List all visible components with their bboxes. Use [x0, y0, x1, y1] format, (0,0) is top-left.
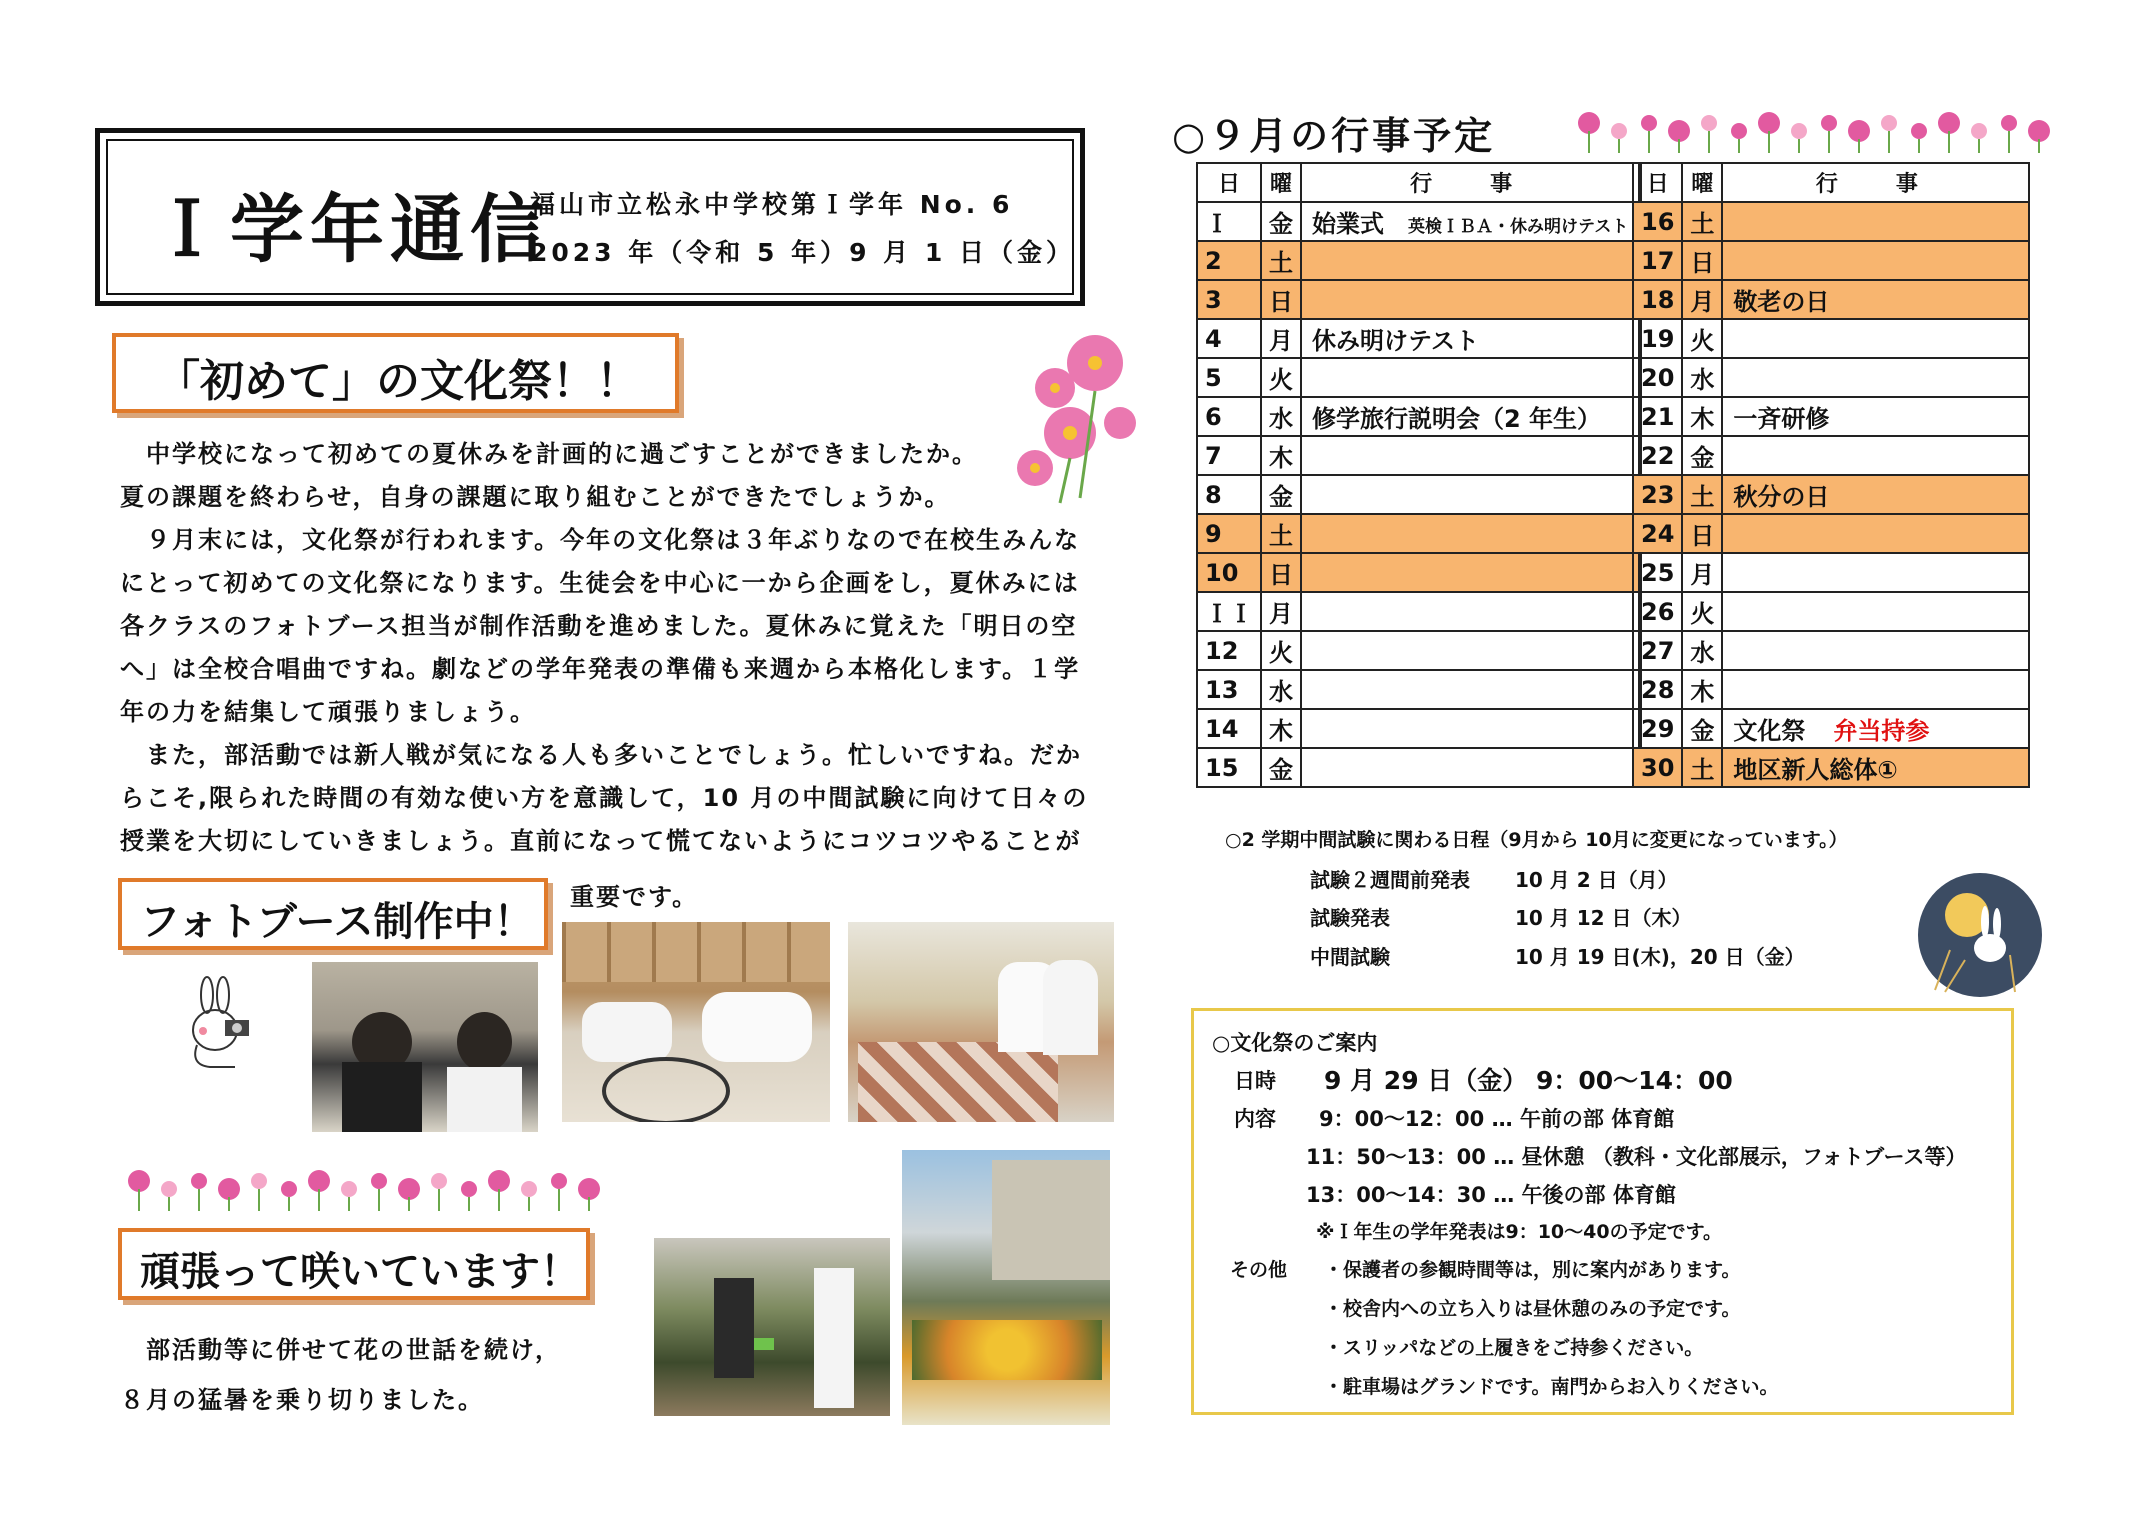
calendar-event: [1722, 358, 2029, 397]
calendar-weekday: 水: [1682, 631, 1722, 670]
col-weekday: 曜: [1682, 163, 1722, 202]
calendar-weekday: 土: [1682, 475, 1722, 514]
calendar-day: 2: [1197, 241, 1261, 280]
calendar-day: 30: [1633, 748, 1682, 787]
calendar-row: [1633, 358, 2029, 397]
cosmos-flower-icon: [371, 1173, 387, 1189]
calendar-event: [1722, 319, 2029, 358]
calendar-weekday: 土: [1682, 748, 1722, 787]
calendar-row: [1633, 202, 2029, 241]
calendar-event: [1722, 202, 2029, 241]
calendar-row: [1633, 436, 2029, 475]
cosmos-flower-icon: [341, 1181, 357, 1197]
calendar-day: 5: [1197, 358, 1261, 397]
moon-rabbit-illustration: [1915, 870, 2045, 1000]
cosmos-flower-icon: [251, 1173, 267, 1189]
article-heading: 「初めて」の文化祭！！: [112, 333, 679, 413]
cosmos-flower-icon: [578, 1178, 600, 1200]
festival-note: ・校舎内への立ち入りは昼休憩のみの予定です。: [1324, 1298, 1741, 1320]
cosmos-flower-icon: [431, 1173, 447, 1189]
calendar-weekday: 水: [1682, 358, 1722, 397]
festival-program-line: 11：50～13：00 … 昼休憩 （教科・文化部展示，フォトブース等）: [1306, 1145, 1967, 1169]
cosmos-flower-icon: [398, 1178, 420, 1200]
cosmos-flower-icon: [218, 1178, 240, 1200]
photo-students-photo-booth: [848, 922, 1114, 1122]
issue-date: 2023 年（令和 5 年）9 月 1 日（金）: [530, 238, 1075, 267]
calendar-day: 6: [1197, 397, 1261, 436]
cosmos-flower-icon: [1578, 112, 1600, 134]
calendar-row: [1633, 241, 2029, 280]
calendar-weekday: 月: [1682, 553, 1722, 592]
calendar-day: 7: [1197, 436, 1261, 475]
calendar-day: 16: [1633, 202, 1682, 241]
calendar-event: [1301, 631, 1640, 670]
festival-program-line: 9：00～12：00 … 午前の部 体育館: [1319, 1107, 1675, 1131]
exam-label: 中間試験: [1310, 945, 1390, 969]
exam-schedule-note: ○2 学期中間試験に関わる日程（9月から 10月に変更になっています。）: [1225, 829, 1848, 851]
flower-line: 部活動等に併せて花の世話を続け，: [120, 1336, 562, 1364]
event-text: 修学旅行説明会（2 年生）: [1312, 405, 1602, 433]
calendar-event: [1722, 436, 2029, 475]
calendar-day: 17: [1633, 241, 1682, 280]
calendar-day: 15: [1197, 748, 1261, 787]
event-text: 文化祭: [1733, 717, 1806, 745]
article-line: にとって初めての文化祭になります。生徒会を中心に一から企画をし，夏休みには: [120, 569, 1080, 597]
festival-datetime-label: 日時: [1234, 1069, 1276, 1093]
calendar-weekday: 水: [1261, 397, 1301, 436]
event-text: 始業式: [1312, 210, 1384, 238]
calendar-weekday: 火: [1261, 358, 1301, 397]
calendar-day: 9: [1197, 514, 1261, 553]
calendar-weekday: 月: [1261, 592, 1301, 631]
photo-flower-garden: [902, 1150, 1110, 1425]
article-line: 夏の課題を終わらせ，自身の課題に取り組むことができたでしょうか。: [120, 483, 951, 511]
exam-date: 10 月 19 日(木)，20 日（金）: [1515, 945, 1805, 969]
calendar-day: 4: [1197, 319, 1261, 358]
calendar-row: [1633, 397, 2029, 436]
cosmos-flower-icon: [281, 1181, 297, 1197]
flower-border-decoration: [125, 1163, 610, 1213]
calendar-row: [1197, 202, 1640, 241]
calendar-event: [1722, 280, 2029, 319]
calendar-event: [1722, 670, 2029, 709]
calendar-weekday: 金: [1261, 748, 1301, 787]
calendar-day: 25: [1633, 553, 1682, 592]
calendar-row: [1197, 280, 1640, 319]
article-line: 各クラスのフォトブース担当が制作活動を進めました。夏休みに覚えた「明日の空: [120, 612, 1078, 640]
article-line: また，部活動では新人戦が気になる人も多いことでしょう。忙しいですね。だか: [120, 741, 1082, 769]
calendar-day: 14: [1197, 709, 1261, 748]
calendar-event: [1301, 592, 1640, 631]
event-text: 敬老の日: [1733, 288, 1830, 316]
calendar-weekday: 金: [1682, 436, 1722, 475]
calendar-event: [1301, 748, 1640, 787]
cosmos-flower-icon: [1701, 115, 1717, 131]
calendar-event: [1722, 748, 2029, 787]
calendar-weekday: 火: [1261, 631, 1301, 670]
festival-program-line: 13：00～14：30 … 午後の部 体育館: [1306, 1183, 1676, 1207]
festival-note: ・駐車場はグランドです。南門からお入りください。: [1324, 1376, 1779, 1398]
article-line: 授業を大切にしていきましょう。直前になって慌てないようにコツコツやることが: [120, 827, 1082, 855]
calendar-weekday: 日: [1261, 280, 1301, 319]
event-text: 地区新人総体①: [1733, 756, 1898, 784]
cosmos-flower-icon: [1611, 123, 1627, 139]
calendar-day: 27: [1633, 631, 1682, 670]
calendar-row: [1197, 748, 1640, 787]
event-text: 休み明けテスト: [1312, 327, 1480, 355]
calendar-weekday: 土: [1261, 241, 1301, 280]
flower-line: ８月の猛暑を乗り切りました。: [120, 1386, 484, 1414]
cosmos-flower-icon: [1758, 112, 1780, 134]
exam-date: 10 月 2 日（月）: [1515, 868, 1678, 892]
flower-border-decoration: [1575, 105, 2060, 155]
calendar-event: [1301, 436, 1640, 475]
cosmos-flower-icon: [1668, 120, 1690, 142]
festival-datetime: 9 月 29 日（金） 9：00～14：00: [1324, 1066, 1733, 1095]
cosmos-flower-icon: [461, 1181, 477, 1197]
calendar-day: Ｉ: [1197, 202, 1261, 241]
calendar-event: [1301, 280, 1640, 319]
calendar-weekday: 火: [1682, 592, 1722, 631]
calendar-row: [1197, 709, 1640, 748]
calendar-event: [1722, 553, 2029, 592]
calendar-event: [1301, 553, 1640, 592]
calendar-day: 3: [1197, 280, 1261, 319]
cosmos-flower-icon: [1641, 115, 1657, 131]
calendar-row: [1197, 514, 1640, 553]
festival-content-label: 内容: [1234, 1107, 1276, 1131]
calendar-row: [1197, 436, 1640, 475]
calendar-weekday: 月: [1261, 319, 1301, 358]
festival-note: ・スリッパなどの上履きをご持参ください。: [1324, 1337, 1704, 1359]
calendar-row: [1197, 670, 1640, 709]
calendar-weekday: 土: [1682, 202, 1722, 241]
photo-booth-heading: フォトブース制作中！: [118, 878, 548, 950]
cosmos-flower-icon: [521, 1181, 537, 1197]
col-event: 行 事: [1722, 163, 2029, 202]
calendar-day: ＩＩ: [1197, 592, 1261, 631]
exam-label: 試験発表: [1310, 906, 1390, 930]
title-box: [95, 128, 1085, 306]
cosmos-flower-icon: [1881, 115, 1897, 131]
calendar-weekday: 水: [1261, 670, 1301, 709]
cosmos-flower-icon: [308, 1170, 330, 1192]
col-day: 日: [1197, 163, 1261, 202]
rabbit-camera-illustration: [185, 975, 255, 1070]
calendar-event: [1722, 592, 2029, 631]
calendar-weekday: 日: [1682, 514, 1722, 553]
calendar-day: 26: [1633, 592, 1682, 631]
calendar-day: 23: [1633, 475, 1682, 514]
calendar-day: 19: [1633, 319, 1682, 358]
calendar-weekday: 金: [1261, 475, 1301, 514]
calendar-day: 10: [1197, 553, 1261, 592]
calendar-weekday: 木: [1261, 436, 1301, 475]
cosmos-flower-icon: [1971, 123, 1987, 139]
calendar-event: [1722, 397, 2029, 436]
calendar-weekday: 日: [1261, 553, 1301, 592]
calendar-weekday: 月: [1682, 280, 1722, 319]
cosmos-flower-icon: [488, 1170, 510, 1192]
calendar-event: [1301, 514, 1640, 553]
calendar-row: [1197, 631, 1640, 670]
calendar-row: [1633, 475, 2029, 514]
calendar-row: [1197, 397, 1640, 436]
exam-date: 10 月 12 日（木）: [1515, 906, 1692, 930]
cosmos-flower-icon: [161, 1181, 177, 1197]
calendar-event: [1722, 514, 2029, 553]
event-text: 一斉研修: [1733, 405, 1830, 433]
calendar-event: [1722, 631, 2029, 670]
festival-program-note: ※Ｉ年生の学年発表は9：10～40の予定です。: [1316, 1221, 1723, 1243]
calendar-day: 18: [1633, 280, 1682, 319]
cosmos-flower-icon: [2001, 115, 2017, 131]
photo-students-painting: [562, 922, 830, 1122]
calendar-row: [1197, 475, 1640, 514]
calendar-weekday: 日: [1682, 241, 1722, 280]
calendar-event: [1301, 475, 1640, 514]
calendar-weekday: 金: [1261, 202, 1301, 241]
photo-students-watering: [654, 1238, 890, 1416]
col-event: 行 事: [1301, 163, 1640, 202]
cosmos-flower-icon: [1938, 112, 1960, 134]
calendar-event: [1722, 475, 2029, 514]
cosmos-flower-icon: [1791, 123, 1807, 139]
festival-note: ・保護者の参観時間等は，別に案内があります。: [1324, 1259, 1741, 1281]
event-subtext: 英検ＩＢＡ・休み明けテスト: [1408, 217, 1629, 237]
cosmos-flower-icon: [191, 1173, 207, 1189]
article-line: へ」は全校合唱曲ですね。劇などの学年発表の準備も来週から本格化します。１学: [120, 655, 1081, 683]
cosmos-flower-icon: [2028, 120, 2050, 142]
calendar-day: 13: [1197, 670, 1261, 709]
calendar-weekday: 火: [1682, 319, 1722, 358]
flower-section-heading: 頑張って咲いています！: [118, 1228, 590, 1300]
calendar-event: [1301, 397, 1640, 436]
calendar-event: [1301, 241, 1640, 280]
calendar-row: [1633, 280, 2029, 319]
article-body: [120, 433, 1088, 863]
festival-title: ○文化祭のご案内: [1212, 1031, 1378, 1055]
september-calendar-left: [1196, 162, 1642, 788]
calendar-event: [1301, 709, 1640, 748]
calendar-day: 8: [1197, 475, 1261, 514]
calendar-event: [1301, 319, 1640, 358]
calendar-row: [1197, 358, 1640, 397]
calendar-day: 12: [1197, 631, 1261, 670]
calendar-event: [1301, 202, 1640, 241]
article-line: 中学校になって初めての夏休みを計画的に過ごすことができましたか。: [120, 440, 978, 468]
event-text: 秋分の日: [1733, 483, 1830, 511]
festival-other-label: その他: [1230, 1259, 1288, 1281]
cosmos-flower-icon: [1731, 123, 1747, 139]
calendar-weekday: 金: [1682, 709, 1722, 748]
calendar-event: [1722, 709, 2029, 748]
article-line: らこそ,限られた時間の有効な使い方を意識して，10 月の中間試験に向けて日々の: [120, 784, 1089, 812]
article-line: 年の力を結集して頑張りましょう。: [120, 698, 536, 726]
calendar-day: 22: [1633, 436, 1682, 475]
article-line: ９月末には，文化祭が行われます。今年の文化祭は３年ぶりなので在校生みんな: [120, 526, 1081, 554]
cosmos-flower-icon: [128, 1170, 150, 1192]
calendar-weekday: 木: [1682, 397, 1722, 436]
calendar-weekday: 木: [1682, 670, 1722, 709]
calendar-row: [1197, 553, 1640, 592]
calendar-day: 21: [1633, 397, 1682, 436]
calendar-row: [1197, 592, 1640, 631]
col-weekday: 曜: [1261, 163, 1301, 202]
calendar-title: ○９月の行事予定: [1172, 114, 1496, 158]
newsletter-title: Ｉ学年通信: [150, 187, 550, 273]
calendar-row: [1633, 670, 2029, 709]
calendar-row: [1633, 592, 2029, 631]
september-calendar-right: [1632, 162, 2030, 788]
calendar-row: [1633, 748, 2029, 787]
calendar-event: [1301, 358, 1640, 397]
calendar-day: 20: [1633, 358, 1682, 397]
calendar-row: [1633, 709, 2029, 748]
calendar-weekday: 木: [1261, 709, 1301, 748]
calendar-day: 28: [1633, 670, 1682, 709]
exam-label: 試験２週間前発表: [1310, 868, 1470, 892]
calendar-event: [1301, 670, 1640, 709]
cosmos-flower-icon: [551, 1173, 567, 1189]
article-last-line: 重要です。: [570, 883, 699, 911]
school-issue-line: 福山市立松永中学校第Ｉ学年 No. 6: [530, 190, 1014, 219]
calendar-row: [1197, 241, 1640, 280]
event-subtext: 弁当持参: [1833, 717, 1930, 745]
col-day: 日: [1633, 163, 1682, 202]
cosmos-flower-icon: [1821, 115, 1837, 131]
calendar-weekday: 土: [1261, 514, 1301, 553]
cosmos-flower-icon: [1848, 120, 1870, 142]
calendar-row: [1197, 319, 1640, 358]
calendar-row: [1633, 319, 2029, 358]
calendar-row: [1633, 553, 2029, 592]
cosmos-flower-icon: [1911, 123, 1927, 139]
calendar-day: 24: [1633, 514, 1682, 553]
calendar-event: [1722, 241, 2029, 280]
photo-students-sitting: [312, 962, 538, 1132]
flower-section-body: [120, 1325, 561, 1425]
calendar-day: 29: [1633, 709, 1682, 748]
calendar-row: [1633, 514, 2029, 553]
festival-info-box: [1191, 1008, 2014, 1415]
calendar-row: [1633, 631, 2029, 670]
